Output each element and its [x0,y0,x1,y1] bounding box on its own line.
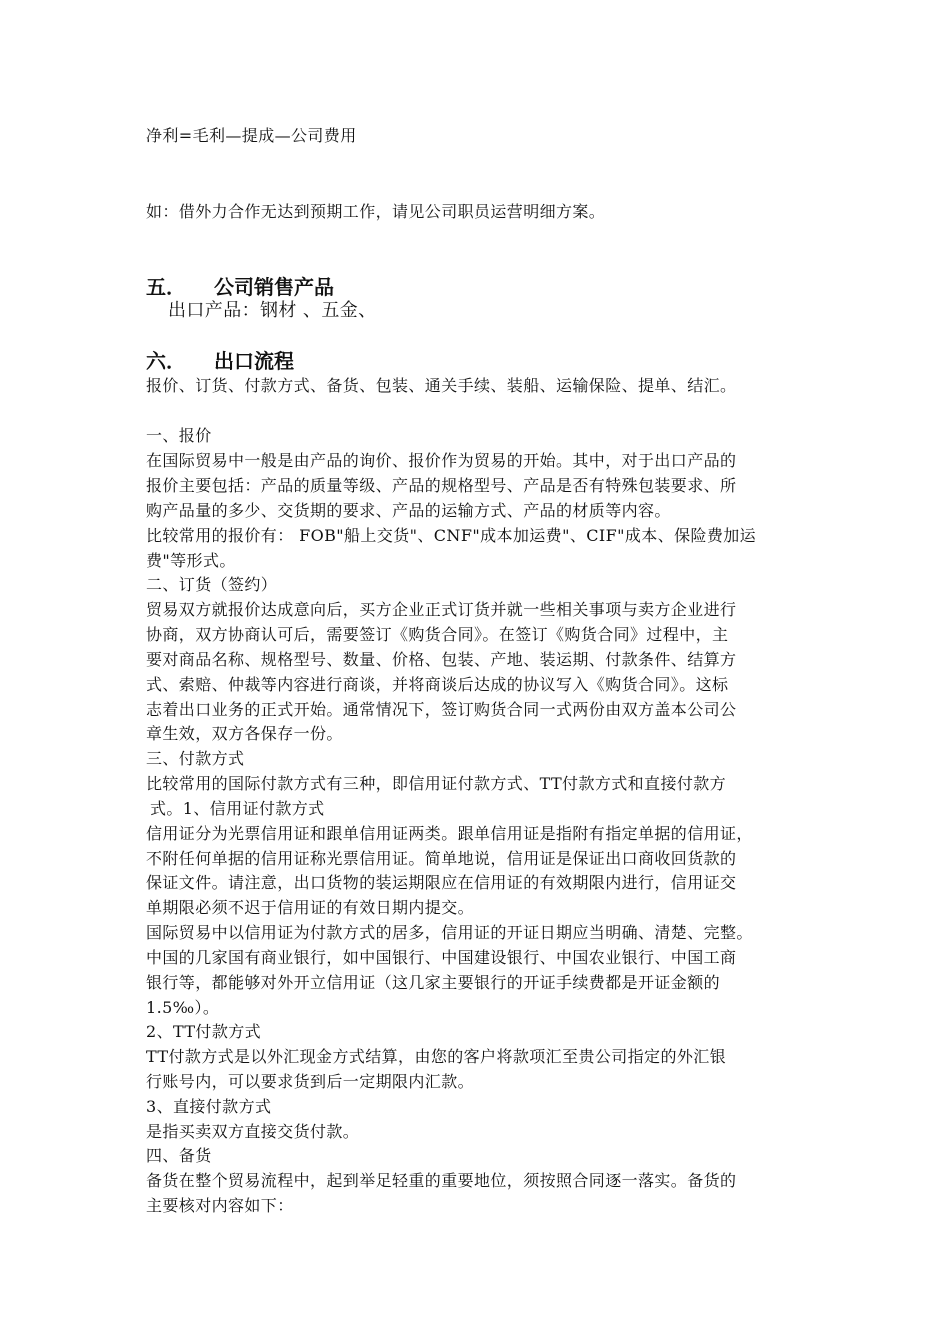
text-line: 比较常用的国际付款方式有三种，即信用证付款方式、TT付款方式和直接付款方 [146,774,727,793]
text-line: 信用证分为光票信用证和跟单信用证两类。跟单信用证是指附有指定单据的信用证， [146,824,753,843]
text-line: 购产品量的多少、交货期的要求、产品的运输方式、产品的材质等内容。 [146,501,671,520]
text-line: 比较常用的报价有： FOB"船上交货"、CNF"成本加运费"、CIF"成本、保险费加运 [146,526,757,545]
section6-number: 六． [146,349,186,373]
text-line: 志着出口业务的正式开始。通常情况下，签订购货合同一式两份由双方盖本公司公 [146,700,737,719]
text-line: 一、报价 [146,426,212,445]
text-line: 是指买卖双方直接交货付款。 [146,1122,360,1141]
text-line: 银行等，都能够对外开立信用证（这几家主要银行的开证手续费都是开证金额的 [146,973,721,992]
text-line: 二、订货（签约） [146,575,278,594]
section5-title: 公司销售产品 [214,275,334,299]
text-line: 贸易双方就报价达成意向后，买方企业正式订货并就一些相关事项与卖方企业进行 [146,600,737,619]
text-line: 行账号内，可以要求货到后一定期限内汇款。 [146,1072,475,1091]
section6-heading [146,348,294,374]
text-line: 四、备货 [146,1146,212,1165]
text-line: 2、TT付款方式 [146,1022,262,1041]
text-line: 式。1、信用证付款方式 [150,799,325,818]
text-line: TT付款方式是以外汇现金方式结算，由您的客户将款项汇至贵公司指定的外汇银 [146,1047,727,1066]
text-line: 在国际贸易中一般是由产品的询价、报价作为贸易的开始。其中，对于出口产品的 [146,451,737,470]
section5-heading [146,274,334,300]
export-products: 出口产品：钢材 、五金、 [168,300,377,321]
text-line: 三、付款方式 [146,749,245,768]
net-profit-formula: 净利=毛利—提成—公司费用 [146,126,357,145]
text-line: 协商，双方协商认可后，需要签订《购货合同》。在签订《购货合同》过程中，主 [146,625,729,644]
text-line: 国际贸易中以信用证为付款方式的居多，信用证的开证日期应当明确、清楚、完整。 [146,923,753,942]
text-line: 主要核对内容如下： [146,1196,294,1215]
text-line: 保证文件。请注意，出口货物的装运期限应在信用证的有效期限内进行，信用证交 [146,873,737,892]
section5-number: 五． [146,275,186,299]
section6-title: 出口流程 [214,349,294,373]
text-line: 备货在整个贸易流程中，起到举足轻重的重要地位，须按照合同逐一落实。备货的 [146,1171,737,1190]
export-steps: 报价、订货、付款方式、备货、包装、通关手续、装船、运输保险、提单、结汇。 [146,376,737,395]
text-line: 式、索赔、仲裁等内容进行商谈，并将商谈后达成的协议写入《购货合同》。这标 [146,675,729,694]
text-line: 中国的几家国有商业银行，如中国银行、中国建设银行、中国农业银行、中国工商 [146,948,737,967]
text-line: 1.5‰）。 [146,998,220,1017]
text-line: 3、直接付款方式 [146,1097,272,1116]
text-line: 章生效，双方各保存一份。 [146,724,343,743]
intro-note: 如：借外力合作无达到预期工作，请见公司职员运营明细方案。 [146,202,606,221]
text-line: 费"等形式。 [146,551,236,570]
text-line: 报价主要包括：产品的质量等级、产品的规格型号、产品是否有特殊包装要求、所 [146,476,737,495]
text-line: 不附任何单据的信用证称光票信用证。简单地说，信用证是保证出口商收回货款的 [146,849,737,868]
text-line: 单期限必须不迟于信用证的有效日期内提交。 [146,898,475,917]
text-line: 要对商品名称、规格型号、数量、价格、包装、产地、装运期、付款条件、结算方 [146,650,737,669]
